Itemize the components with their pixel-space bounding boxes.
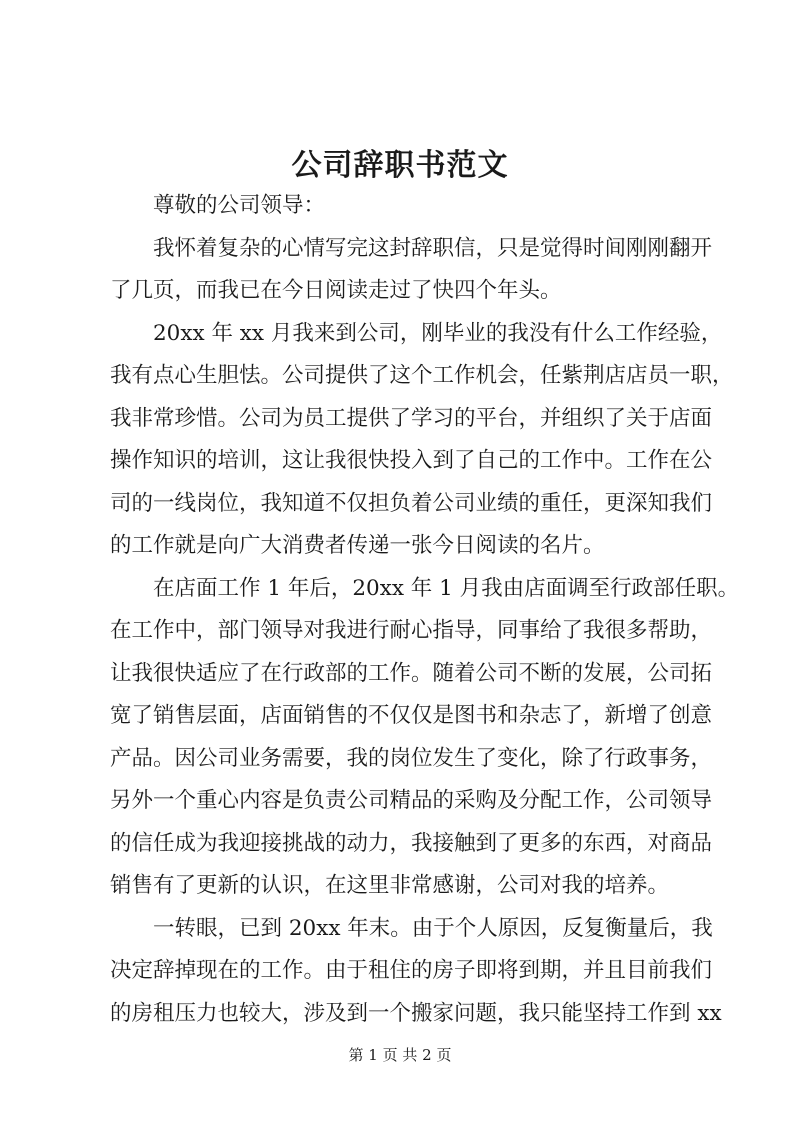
paragraph-line: 决定辞掉现在的工作。由于租住的房子即将到期，并且目前我们 [110, 958, 713, 983]
paragraph-line: 宽了销售层面，店面销售的不仅仅是图书和杂志了，新增了创意 [110, 703, 713, 728]
paragraph-line: 我有点心生胆怯。公司提供了这个工作机会，任紫荆店店员一职， [110, 363, 734, 388]
paragraph-line: 让我很快适应了在行政部的工作。随着公司不断的发展，公司拓 [110, 660, 713, 686]
paragraph-line: 一转眼，已到 20xx 年末。由于个人原因，反复衡量后，我 [153, 915, 713, 941]
paragraph-line: 的房租压力也较大，涉及到一个搬家问题，我只能坚持工作到 xx [110, 1000, 722, 1026]
document-body [110, 185, 740, 1035]
paragraph-line: 产品。因公司业务需要，我的岗位发生了变化，除了行政事务， [110, 745, 713, 771]
paragraph-line: 的信任成为我迎接挑战的动力，我接触到了更多的东西，对商品 [110, 830, 713, 856]
paragraph-line: 操作知识的培训，这让我很快投入到了自己的工作中。工作在公 [110, 448, 713, 473]
paragraph-line: 的工作就是向广大消费者传递一张今日阅读的名片。 [110, 533, 605, 558]
paragraph-2 [110, 313, 734, 568]
paragraph-line: 了几页，而我已在今日阅读走过了快四个年头。 [110, 278, 562, 303]
paragraph-line: 我非常珍惜。公司为员工提供了学习的平台，并组织了关于店面 [110, 405, 713, 431]
document-title: 公司辞职书范文 [291, 148, 509, 183]
paragraph-line: 我怀着复杂的心情写完这封辞职信，只是觉得时间刚刚翻开 [153, 235, 713, 261]
paragraph-3 [110, 568, 740, 908]
paragraph-line: 在店面工作 1 年后，20xx 年 1 月我由店面调至行政部任职。 [153, 575, 740, 601]
paragraph-line: 20xx 年 xx 月我来到公司，刚毕业的我没有什么工作经验， [153, 320, 723, 346]
paragraph-line: 销售有了更新的认识，在这里非常感谢，公司对我的培养。 [110, 873, 670, 898]
page-number-footer: 第 1 页 共 2 页 [348, 1046, 452, 1064]
paragraph-line: 司的一线岗位，我知道不仅担负着公司业绩的重任，更深知我们 [110, 490, 713, 516]
paragraph-line: 另外一个重心内容是负责公司精品的采购及分配工作，公司领导 [110, 788, 713, 813]
paragraph-1 [110, 228, 713, 313]
paragraph-line: 在工作中，部门领导对我进行耐心指导，同事给了我很多帮助， [110, 618, 713, 643]
paragraph-4 [110, 908, 722, 1036]
salutation: 尊敬的公司领导： [153, 193, 326, 218]
